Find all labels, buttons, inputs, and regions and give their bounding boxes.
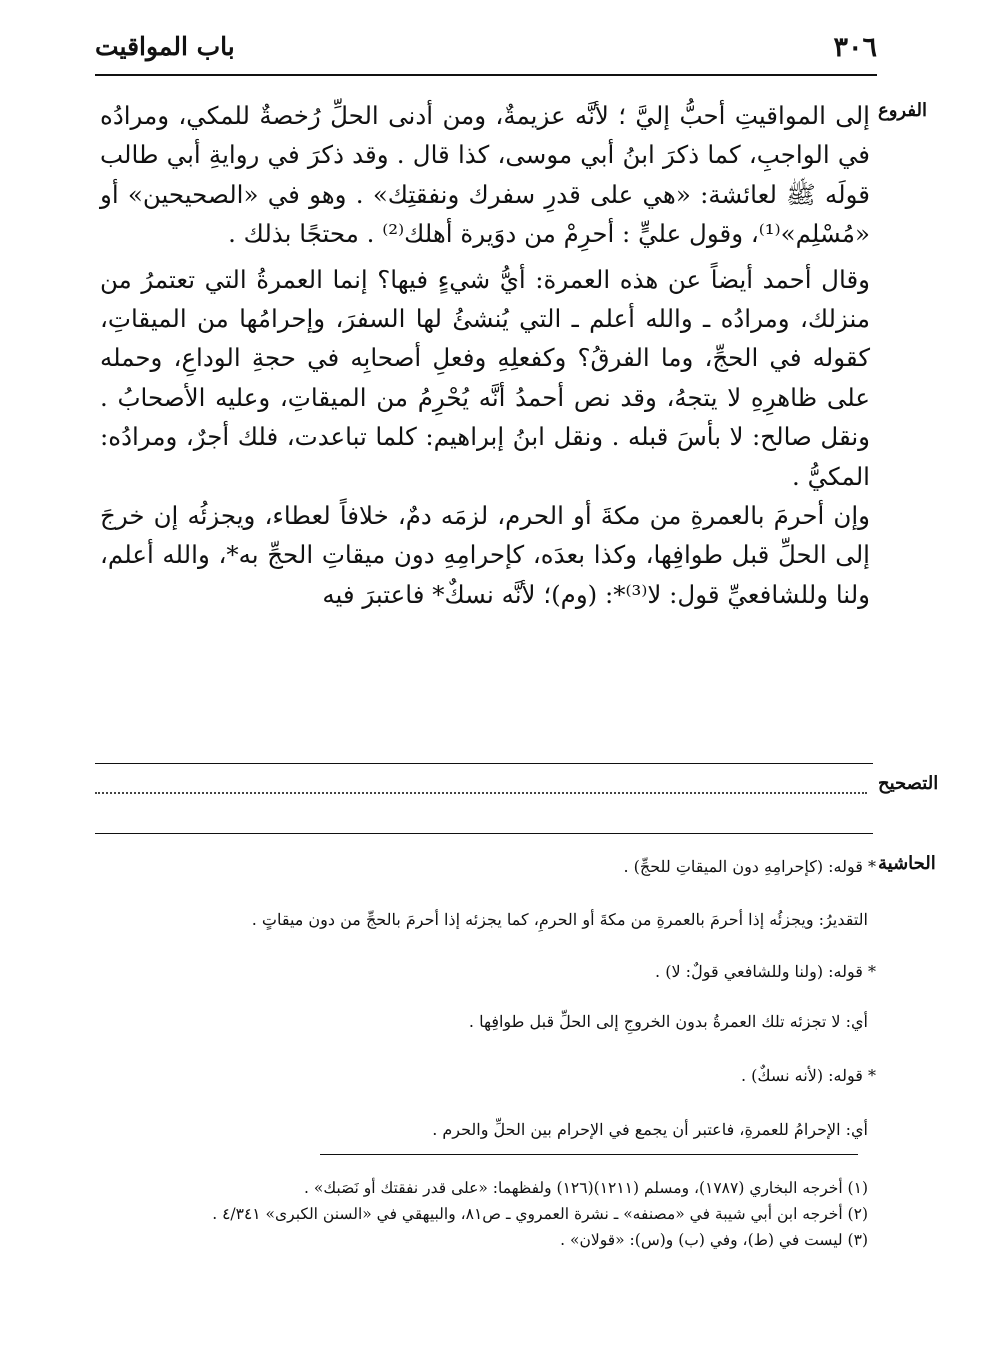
footnote-divider xyxy=(320,1154,858,1155)
section-divider xyxy=(95,763,873,764)
hashiya-explanation: التقديرُ: ويجزئُه إذا أحرمَ بالعمرةِ من مكةَ أو الحرمِ، كما يجزئه إذا أحرمَ بالحجِّ من دون ميقاتٍ . xyxy=(251,910,868,929)
page-number: ٣٠٦ xyxy=(833,32,877,63)
footnote: (٢) أخرجه ابن أبي شيبة في «مصنفه» ـ نشرة العمروي ـ ص٨١، والبيهقي في «السنن الكبرى» ٤/٣٤١ . xyxy=(212,1205,868,1223)
side-label-tashih: التصحيح xyxy=(878,773,939,794)
footnote: (١) أخرجه البخاري (١٧٨٧)، ومسلم (١٢١١)(١٢٦) ولفظهما: «على قدر نفقتك أو نَصَبك» . xyxy=(304,1179,868,1197)
chapter-title: باب المواقيت xyxy=(95,32,235,61)
side-label-hashiya: الحاشية xyxy=(878,853,936,874)
main-paragraph: إلى المواقيتِ أحبُّ إليَّ ؛ لأنَّه عزيمةٌ، ومن أدنى الحلِّ رُخصةٌ للمكي، ومرادُه في الواجبِ، كما ذكرَ ابنُ أبي موسى، كذا قال . وقد ذكرَ في روايةِ أبي طالب قولَه ﷺ لعائشة: «هي على قدرِ سفرك ونفقتِك» . وهو في «الصحيحين» أو «مُسْلِم»⁽¹⁾، وقول عليٍّ : أحرِمْ من دوَيرة أهلك⁽²⁾ . محتجًا بذلك . xyxy=(100,101,870,249)
header-divider xyxy=(95,74,877,76)
tashih-dotted-line xyxy=(95,792,867,794)
main-paragraph: وقال أحمد أيضاً عن هذه العمرة: أيُّ شيءٍ فيها؟ إنما العمرةُ التي تعتمرُ من منزلك، ومرادُه ـ والله أعلم ـ التي يُنشئُ لها السفرَ، وإحرامُها من الميقاتِ، كقوله في الحجِّ، وما الفرقُ؟ وكفعلِهِ وفعلِ أصحابِه في حجةِ الوداعِ، وحمله على ظاهرِهِ لا يتجهُ، وقد نص أحمدُ أنَّه يُحْرِمُ من الميقاتِ، وعليه الأصحابُ . ونقل صالح: لا بأسَ قبله . ونقل ابنُ إبراهيم: كلما تباعدت، فلك أجرٌ، ومرادُه: المكيُّ . xyxy=(100,264,870,491)
hashiya-quote: * قوله: (ولنا وللشافعي قولٌ: لا) . xyxy=(655,962,876,981)
hashiya-explanation: أي: لا تجزئه تلك العمرةُ بدون الخروجِ إلى الحلِّ قبل طوافِها . xyxy=(468,1012,868,1031)
side-label-furu: الفروع xyxy=(878,100,927,121)
hashiya-quote: * قوله: (كإحرامِهِ دون الميقاتِ للحجِّ) . xyxy=(623,857,876,876)
section-divider xyxy=(95,833,873,834)
page-header xyxy=(95,28,877,70)
hashiya-explanation: أي: الإحرامُ للعمرةِ، فاعتبر أن يجمع في الإحرام بين الحلِّ والحرم . xyxy=(432,1120,868,1139)
main-paragraph: وإن أحرمَ بالعمرةِ من مكةَ أو الحرم، لزمَه دمٌ، خلافاً لعطاء، ويجزئُه إن خرجَ إلى الحلِّ قبل طوافِها، وكذا بعدَه، كإحرامِهِ دون ميقاتِ الحجِّ به*، والله أعلم، ولنا وللشافعيِّ قول: لا⁽³⁾*: (وم)؛ لأنَّه نسكٌ* فاعتبرَ فيه xyxy=(100,501,870,609)
hashiya-quote: * قوله: (لأنه نسكٌ) . xyxy=(740,1066,876,1085)
footnote: (٣) ليست في (ط)، وفي (ب) و(س): «قولان» . xyxy=(560,1231,868,1249)
main-text xyxy=(100,96,870,620)
